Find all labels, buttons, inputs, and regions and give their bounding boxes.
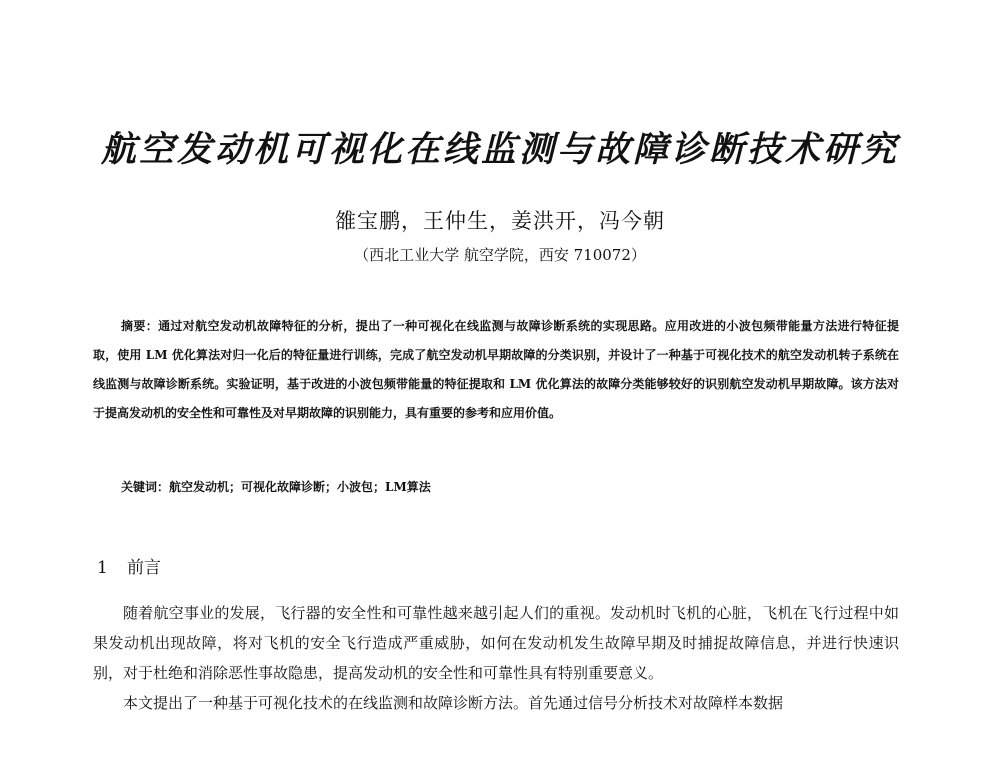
abstract	[93, 312, 899, 428]
author-affiliation: （西北工业大学 航空学院，西安 710072）	[354, 246, 646, 264]
abstract-text: 通过对航空发动机故障特征的分析，提出了一种可视化在线监测与故障诊断系统的实现思路。应用改进的小波包频带能量方法进行特征提取，使用 LM 优化算法对归一化后的特征量进行训练，完成了航空发动机早期故障的分类识别，并设计了一种基于可视化技术的航空发动机转子系统在线监测与故障诊断系统。实验证明，基于改进的小波包频带能量的特征提取和 LM 优化算法的故障分类能够较好的识别航空发动机早期故障。该方法对于提高发动机的安全性和可靠性及对早期故障的识别能力，具有重要的参考和应用价值。	[93, 319, 899, 420]
keywords	[121, 477, 901, 497]
keywords-label: 关键词：	[121, 480, 170, 494]
body-paragraph: 本文提出了一种基于可视化技术的在线监测和故障诊断方法。首先通过信号分析技术对故障样本数据	[123, 694, 784, 712]
section-body	[93, 598, 899, 718]
author-list: 雒宝鹏，王仲生，姜洪开，冯今朝	[335, 209, 665, 233]
section-title: 前言	[127, 558, 161, 578]
keywords-text: 航空发动机；可视化故障诊断；小波包；LM算法	[169, 480, 431, 494]
abstract-label: 摘要：	[121, 319, 159, 333]
section-heading-introduction	[97, 553, 161, 578]
paper-title: 航空发动机可视化在线监测与故障诊断技术研究	[100, 129, 899, 170]
section-number: 1	[97, 558, 108, 578]
body-paragraph: 随着航空事业的发展，飞行器的安全性和可靠性越来越引起人们的重视。发动机时飞机的心脏，飞机在飞行过程中如果发动机出现故障，将对飞机的安全飞行造成严重威胁，如何在发动机发生故障早期及时捕捉故障信息，并进行快速识别，对于杜绝和消除恶性事故隐患，提高发动机的安全性和可靠性具有特别重要意义。	[93, 604, 899, 682]
